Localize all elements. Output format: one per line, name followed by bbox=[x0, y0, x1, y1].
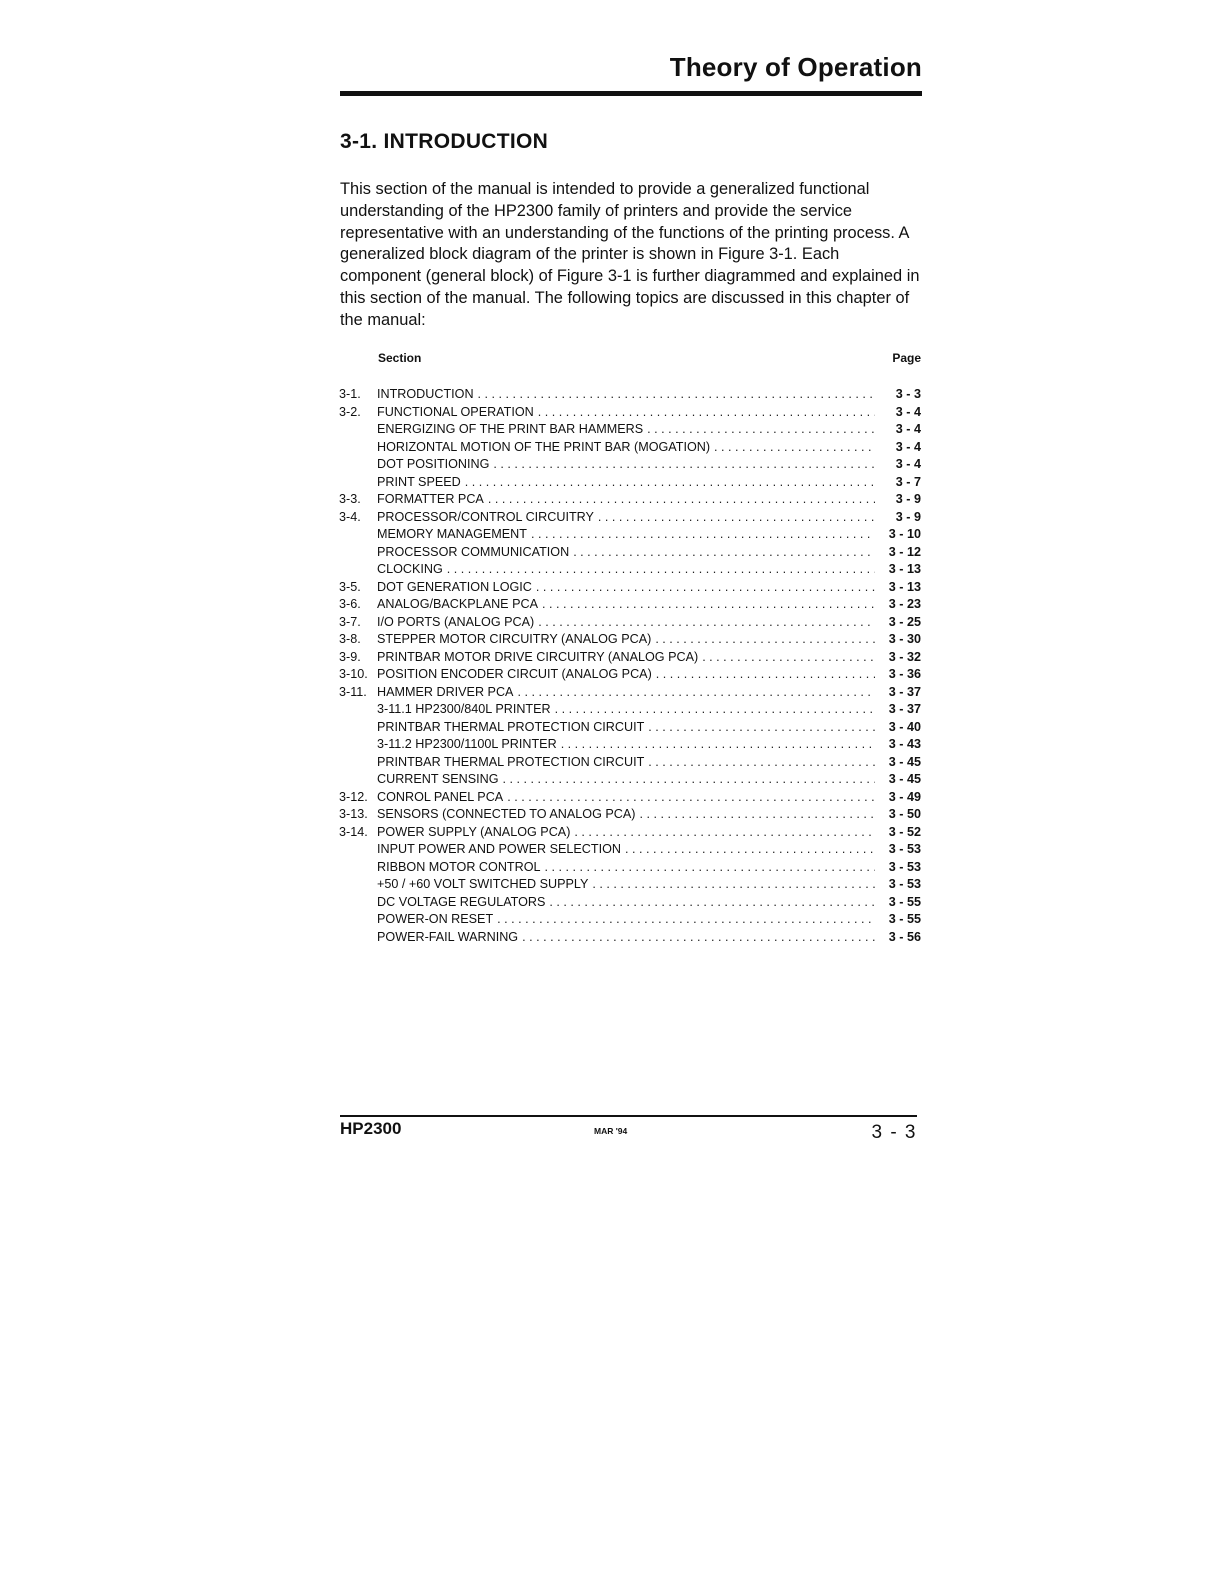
toc-leader-dots bbox=[497, 911, 875, 929]
toc-entry bbox=[339, 841, 921, 859]
toc-entry-body bbox=[377, 736, 921, 754]
toc-entry-title: DC VOLTAGE REGULATORS bbox=[377, 894, 546, 909]
toc-entry-number: 3-10. bbox=[339, 667, 368, 681]
toc-entry-body bbox=[377, 579, 921, 597]
toc-leader-dots bbox=[538, 404, 875, 422]
toc-entry-title: PRINTBAR THERMAL PROTECTION CIRCUIT bbox=[377, 719, 645, 734]
toc-leader-dots bbox=[507, 789, 875, 807]
toc-entry-body bbox=[377, 596, 921, 614]
toc-entry-page: 3 - 10 bbox=[888, 527, 921, 541]
toc-entry-page: 3 - 25 bbox=[888, 614, 921, 629]
toc-entry-body bbox=[377, 754, 921, 772]
toc-leader-dots bbox=[503, 771, 875, 789]
toc-entry-number: 3-3. bbox=[339, 492, 361, 506]
toc-leader-dots bbox=[625, 841, 875, 859]
toc-entry bbox=[339, 614, 921, 632]
toc-leader-dots bbox=[545, 859, 876, 877]
toc-entry bbox=[339, 561, 921, 579]
toc-entry-body bbox=[377, 631, 921, 649]
toc-entry-body bbox=[377, 491, 921, 509]
toc-entry bbox=[339, 929, 921, 947]
toc-entry-body bbox=[377, 649, 921, 667]
toc-entry-body bbox=[377, 526, 921, 544]
toc-entry bbox=[339, 631, 921, 649]
toc-entry bbox=[339, 579, 921, 597]
toc-entry-title: DOT POSITIONING bbox=[377, 457, 490, 471]
toc-entry bbox=[339, 876, 921, 894]
toc-entry-title: PRINT SPEED bbox=[377, 474, 461, 489]
toc-entry-page: 3 - 56 bbox=[888, 929, 921, 944]
toc-leader-dots bbox=[493, 456, 875, 474]
footer-date: MAR '94 bbox=[594, 1126, 628, 1136]
toc-page-label: Page bbox=[892, 351, 921, 365]
toc-entry-page: 3 - 53 bbox=[888, 859, 921, 874]
toc-entry bbox=[339, 386, 921, 404]
toc-entry-page: 3 - 53 bbox=[888, 842, 921, 856]
toc-entry-page: 3 - 50 bbox=[888, 807, 921, 821]
toc-entry-body bbox=[377, 789, 921, 807]
toc-entry-page: 3 - 45 bbox=[888, 754, 921, 769]
toc-entry-title: CONROL PANEL PCA bbox=[377, 789, 504, 804]
chapter-title: Theory of Operation bbox=[669, 52, 922, 82]
toc-entry-page: 3 - 40 bbox=[888, 719, 921, 734]
toc-entry-title: POWER-ON RESET bbox=[377, 912, 494, 926]
toc-section-label: Section bbox=[378, 351, 422, 365]
toc-entry-number: 3-2. bbox=[339, 404, 361, 419]
toc-entry-page: 3 - 45 bbox=[888, 772, 921, 786]
toc-entry-title: RIBBON MOTOR CONTROL bbox=[377, 859, 541, 874]
toc-entry-number: 3-9. bbox=[339, 649, 361, 664]
toc-entry-title: POWER-FAIL WARNING bbox=[377, 929, 519, 944]
toc-leader-dots bbox=[478, 386, 875, 404]
toc-entry-body bbox=[377, 614, 921, 632]
toc-entry-title: 3-11.2 HP2300/1100L PRINTER bbox=[377, 737, 557, 751]
toc-entry-number: 3-6. bbox=[339, 597, 361, 611]
toc-entry-body bbox=[377, 876, 921, 894]
intro-paragraph: This section of the manual is intended to provide a generalized functional understanding of the HP2300 family of printers and provide the service representative with an understanding of the functions of the printing process. A generalized block diagram of the printer is shown in Figure 3-1. Each component (general block) of Figure 3-1 is further diagrammed and explained in this section of the manual. The following topics are discussed in this chapter of the manual: bbox=[340, 180, 920, 329]
toc-entry-page: 3 - 13 bbox=[888, 562, 921, 576]
toc-entry-number: 3-1. bbox=[339, 387, 361, 401]
toc-entry bbox=[339, 736, 921, 754]
section-heading: 3-1. INTRODUCTION bbox=[340, 130, 549, 153]
toc-entry-page: 3 - 4 bbox=[895, 457, 921, 471]
toc-entry-number: 3-8. bbox=[339, 632, 361, 646]
toc-entry-number: 3-7. bbox=[339, 614, 361, 629]
toc-entry-title: STEPPER MOTOR CIRCUITRY (ANALOG PCA) bbox=[377, 632, 652, 646]
toc-leader-dots bbox=[592, 876, 875, 894]
toc-entry-page: 3 - 9 bbox=[895, 509, 921, 524]
toc-entry bbox=[339, 649, 921, 667]
toc-entry-page: 3 - 4 bbox=[895, 422, 921, 436]
toc-leader-dots bbox=[542, 596, 875, 614]
toc-entry-body bbox=[377, 701, 921, 719]
toc-entry bbox=[339, 806, 921, 824]
toc-entry bbox=[339, 474, 921, 492]
toc-entry-title: FORMATTER PCA bbox=[377, 492, 484, 506]
toc-entry-body bbox=[377, 561, 921, 579]
footer-page-number: 3 - 3 bbox=[871, 1122, 917, 1143]
toc-entry-page: 3 - 9 bbox=[895, 492, 921, 506]
toc-entry bbox=[339, 666, 921, 684]
toc-entry-body bbox=[377, 684, 921, 702]
toc-entry-title: POWER SUPPLY (ANALOG PCA) bbox=[377, 824, 571, 839]
toc-entry-body bbox=[377, 894, 921, 912]
toc-entry bbox=[339, 771, 921, 789]
toc-entry-number: 3-5. bbox=[339, 579, 361, 594]
toc-entry-page: 3 - 12 bbox=[888, 544, 921, 559]
toc-leader-dots bbox=[447, 561, 875, 579]
toc-entry-title: ANALOG/BACKPLANE PCA bbox=[377, 597, 538, 611]
toc-entry bbox=[339, 439, 921, 457]
toc-entry-page: 3 - 32 bbox=[888, 649, 921, 664]
toc-entry-title: HORIZONTAL MOTION OF THE PRINT BAR (MOGATION) bbox=[377, 439, 711, 454]
toc-entry-body bbox=[377, 824, 921, 842]
toc-leader-dots bbox=[536, 579, 875, 597]
toc-entry bbox=[339, 911, 921, 929]
toc-entry-title: HAMMER DRIVER PCA bbox=[377, 684, 514, 699]
toc-entry-title: POSITION ENCODER CIRCUIT (ANALOG PCA) bbox=[377, 667, 652, 681]
toc-entry-title: MEMORY MANAGEMENT bbox=[377, 527, 527, 541]
toc-leader-dots bbox=[517, 684, 875, 702]
toc-entry-number: 3-12. bbox=[339, 789, 368, 804]
toc-entry-number: 3-14. bbox=[339, 824, 368, 839]
toc-entry bbox=[339, 824, 921, 842]
toc-entry bbox=[339, 491, 921, 509]
toc-entry bbox=[339, 719, 921, 737]
toc-entry-page: 3 - 55 bbox=[888, 912, 921, 926]
toc-leader-dots bbox=[702, 649, 875, 667]
toc-entry bbox=[339, 421, 921, 439]
toc-entry-body bbox=[377, 841, 921, 859]
toc-leader-dots bbox=[561, 736, 875, 754]
toc-entry-page: 3 - 36 bbox=[888, 667, 921, 681]
toc-entry-page: 3 - 52 bbox=[888, 824, 921, 839]
toc-entry-page: 3 - 4 bbox=[895, 439, 921, 454]
toc-entry-body bbox=[377, 474, 921, 492]
toc-entry-body bbox=[377, 421, 921, 439]
toc-entry-page: 3 - 53 bbox=[888, 877, 921, 891]
toc-leader-dots bbox=[531, 526, 875, 544]
toc-entry-title: CURRENT SENSING bbox=[377, 772, 499, 786]
toc-leader-dots bbox=[574, 824, 875, 842]
header-rule bbox=[340, 91, 922, 96]
toc-leader-dots bbox=[598, 509, 875, 527]
toc-entry-body bbox=[377, 404, 921, 422]
toc-entry-page: 3 - 23 bbox=[888, 597, 921, 611]
toc-entry bbox=[339, 456, 921, 474]
toc-entry bbox=[339, 404, 921, 422]
toc-entry-title: ENERGIZING OF THE PRINT BAR HAMMERS bbox=[377, 422, 644, 436]
toc-entry-page: 3 - 7 bbox=[895, 474, 921, 489]
toc-entry-body bbox=[377, 771, 921, 789]
toc-entry bbox=[339, 509, 921, 527]
toc-entry-number: 3-4. bbox=[339, 509, 361, 524]
footer-model: HP2300 bbox=[340, 1119, 402, 1138]
toc-entry-page: 3 - 3 bbox=[895, 387, 921, 401]
toc-entry-body bbox=[377, 439, 921, 457]
toc-entry-number: 3-13. bbox=[339, 807, 368, 821]
toc-entry-title: DOT GENERATION LOGIC bbox=[377, 579, 532, 594]
toc-entry-title: INTRODUCTION bbox=[377, 387, 474, 401]
toc-entry-title: PROCESSOR COMMUNICATION bbox=[377, 544, 570, 559]
toc-entry bbox=[339, 596, 921, 614]
toc-leader-dots bbox=[465, 474, 875, 492]
toc-leader-dots bbox=[488, 491, 875, 509]
toc-entry-body bbox=[377, 929, 921, 947]
toc-entry-title: PRINTBAR MOTOR DRIVE CIRCUITRY (ANALOG PCA) bbox=[377, 649, 699, 664]
toc-leader-dots bbox=[522, 929, 875, 947]
toc-entry-page: 3 - 37 bbox=[888, 684, 921, 699]
toc-entry-page: 3 - 30 bbox=[888, 632, 921, 646]
toc-entry-page: 3 - 4 bbox=[895, 404, 921, 419]
toc-leader-dots bbox=[656, 666, 875, 684]
toc-leader-dots bbox=[648, 719, 875, 737]
toc-entry-title: CLOCKING bbox=[377, 562, 443, 576]
toc-entry-page: 3 - 55 bbox=[888, 894, 921, 909]
toc-entry-body bbox=[377, 509, 921, 527]
toc-entry-title: 3-11.1 HP2300/840L PRINTER bbox=[377, 702, 551, 716]
toc-entry-body bbox=[377, 456, 921, 474]
toc-entry-title: INPUT POWER AND POWER SELECTION bbox=[377, 842, 621, 856]
toc-leader-dots bbox=[549, 894, 875, 912]
toc-leader-dots bbox=[655, 631, 875, 649]
toc-entry-body bbox=[377, 719, 921, 737]
toc-entry-page: 3 - 43 bbox=[888, 737, 921, 751]
table-of-contents bbox=[339, 386, 921, 946]
toc-entry bbox=[339, 526, 921, 544]
toc-header bbox=[340, 351, 921, 369]
toc-entry bbox=[339, 684, 921, 702]
toc-entry bbox=[339, 701, 921, 719]
toc-leader-dots bbox=[538, 614, 875, 632]
toc-leader-dots bbox=[639, 806, 875, 824]
toc-entry bbox=[339, 544, 921, 562]
toc-leader-dots bbox=[555, 701, 875, 719]
toc-leader-dots bbox=[573, 544, 875, 562]
toc-entry-title: PROCESSOR/CONTROL CIRCUITRY bbox=[377, 509, 594, 524]
toc-entry-page: 3 - 37 bbox=[888, 702, 921, 716]
toc-leader-dots bbox=[714, 439, 875, 457]
toc-entry bbox=[339, 754, 921, 772]
toc-entry-body bbox=[377, 666, 921, 684]
toc-entry bbox=[339, 859, 921, 877]
toc-entry-body bbox=[377, 544, 921, 562]
footer-rule bbox=[340, 1115, 917, 1117]
toc-entry-body bbox=[377, 386, 921, 404]
toc-entry-number: 3-11. bbox=[339, 684, 367, 699]
toc-entry-page: 3 - 13 bbox=[888, 579, 921, 594]
toc-entry-body bbox=[377, 911, 921, 929]
toc-entry bbox=[339, 894, 921, 912]
toc-entry-title: I/O PORTS (ANALOG PCA) bbox=[377, 614, 535, 629]
toc-entry-title: PRINTBAR THERMAL PROTECTION CIRCUIT bbox=[377, 754, 645, 769]
toc-entry-title: +50 / +60 VOLT SWITCHED SUPPLY bbox=[377, 877, 589, 891]
toc-entry-title: FUNCTIONAL OPERATION bbox=[377, 404, 534, 419]
toc-entry-body bbox=[377, 859, 921, 877]
toc-entry-title: SENSORS (CONNECTED TO ANALOG PCA) bbox=[377, 807, 636, 821]
toc-entry bbox=[339, 789, 921, 807]
toc-entry-body bbox=[377, 806, 921, 824]
toc-entry-page: 3 - 49 bbox=[888, 789, 921, 804]
toc-leader-dots bbox=[647, 421, 875, 439]
toc-leader-dots bbox=[648, 754, 875, 772]
